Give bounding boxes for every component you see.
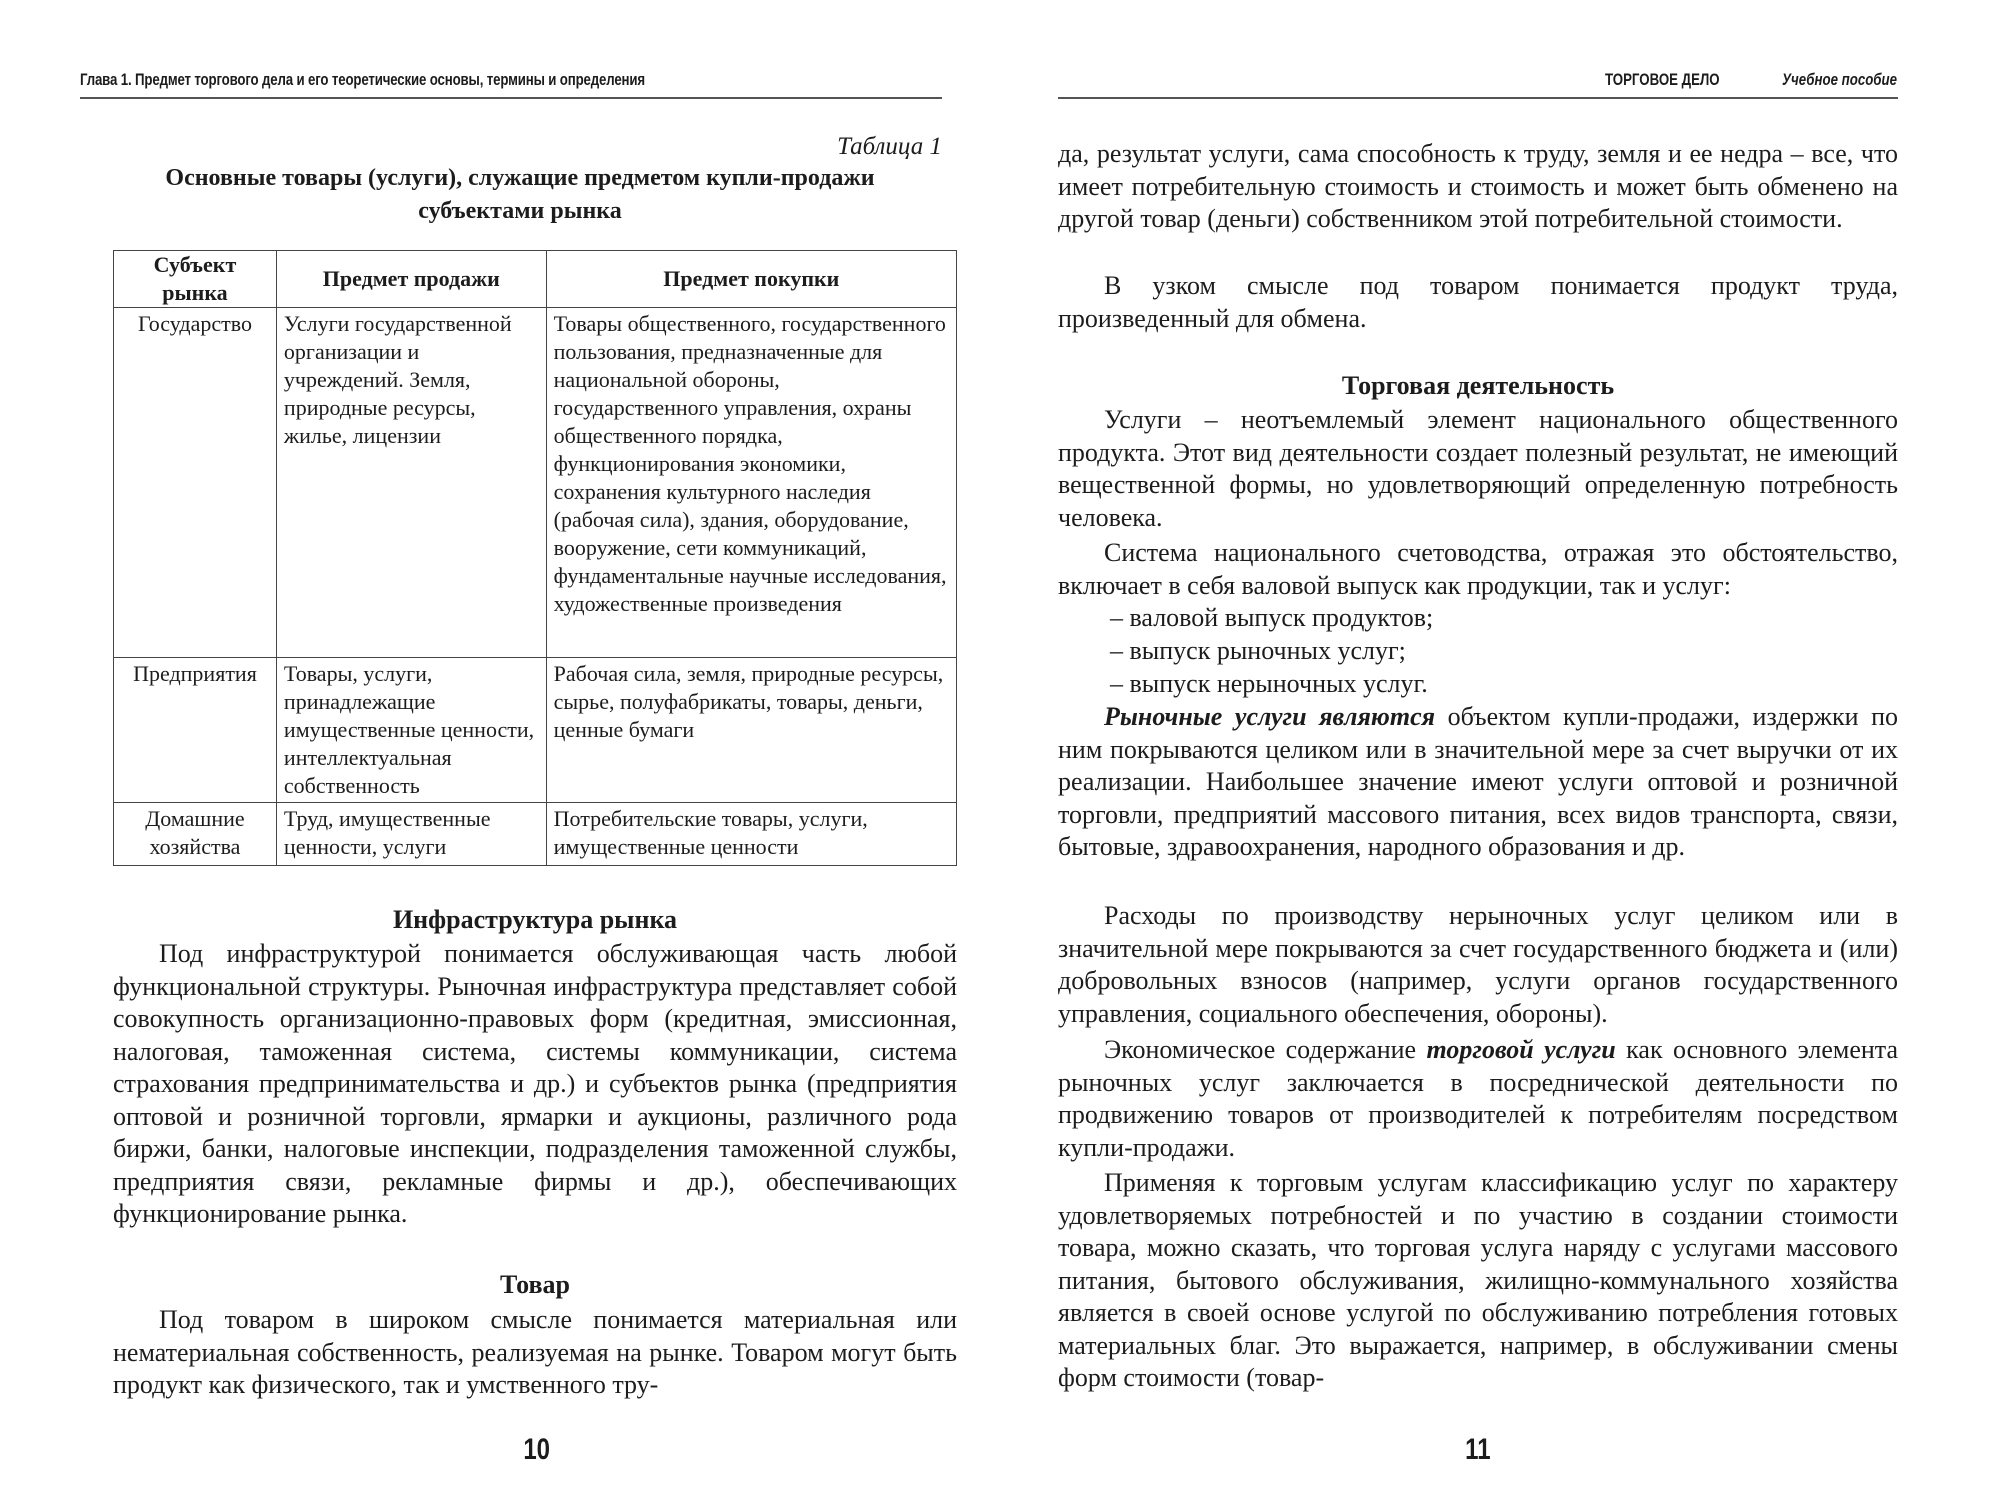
table-title-line: Основные товары (услуги), служащие предметом купли-продажи xyxy=(165,165,875,191)
paragraph-continuation: да, результат услуги, сама способность к труду, земля и ее недра – все, что имеет потребительную стоимость и стоимость и может быть обменено на другой товар (деньги) собственником этой потребительной стоимости. xyxy=(1058,139,1898,233)
table-cell: Потребительские товары, услуги, имущественные ценности xyxy=(546,803,956,866)
paragraph-infrastructure xyxy=(113,938,957,1231)
table-title xyxy=(120,162,920,228)
table-row xyxy=(114,658,957,803)
paragraph-text: объектом купли-продажи, издержки по ним покрываются целиком или в значительной мере за счет выручки от их реализации. Наибольшее значение имеют услуги оптовой и розничной торговли, предприятий массового питания, всех видов транспорта, связи, бытовые, здравоохранения, народного образования и др. xyxy=(1058,702,1898,861)
table-label: Таблица 1 xyxy=(837,133,942,160)
paragraph-text: Под товаром в широком смысле понимается материальная или нематериальная собственность, реализуемая на рынке. Товаром могут быть продукт как физического, так и умственного тру- xyxy=(113,1305,957,1399)
paragraph-goods xyxy=(113,1304,957,1402)
right-page xyxy=(1000,0,2000,1508)
paragraph-text: В узком смысле под товаром понимается продукт труда, произведенный для обмена. xyxy=(1058,271,1898,333)
emphasis-term: Рыночные услуги являются xyxy=(1104,702,1436,731)
paragraph-classification xyxy=(1058,1167,1898,1395)
paragraph-text: Под инфраструктурой понимается обслуживающая часть любой функциональной структуры. Рыночная инфраструктура представляет собой совокупность организационно-правовых форм (кредитная, эмиссионная, налоговая, таможенная система, системы коммуникации, система страхования предпринимательства и др.) и субъектов рынка (предприятия оптовой и розничной торговли, ярмарки и аукционы, различного рода биржи, банки, налоговые инспекции, подразделения таможенной службы, предприятия связи, рекламные фирмы и др.), обеспечивающих функционирование рынка. xyxy=(113,939,957,1228)
table-cell: Предприятия xyxy=(114,658,277,803)
page-number: 10 xyxy=(523,1433,551,1466)
table-cell: Труд, имущественные ценности, услуги xyxy=(276,803,546,866)
paragraph-text: Система национального счетоводства, отражая это обстоятельство, включает в себя валовой выпуск как продукции, так и услуг: xyxy=(1058,538,1898,600)
table-header-row xyxy=(114,251,957,308)
paragraph-nonmarket-services xyxy=(1058,900,1898,1030)
list-item: – валовой выпуск продуктов; xyxy=(1110,603,1434,632)
section-heading-goods: Товар xyxy=(499,1270,571,1299)
section-heading-infrastructure: Инфраструктура рынка xyxy=(392,905,678,934)
header-rule xyxy=(1058,97,1898,99)
running-head-subtitle: Учебное пособие xyxy=(1782,70,1897,89)
list-item: – выпуск рыночных услуг; xyxy=(1110,636,1406,665)
table-row xyxy=(114,308,957,658)
table-cell: Товары, услуги, принадлежащие имущественные ценности, интеллектуальная собственность xyxy=(276,658,546,803)
table-cell: Государство xyxy=(114,308,277,658)
table-cell: Услуги государственной организации и учреждений. Земля, природные ресурсы, жилье, лицензии xyxy=(276,308,546,658)
paragraph-accounting-system xyxy=(1058,537,1898,602)
running-head-chapter: Глава 1. Предмет торгового дела и его теоретические основы, термины и определения xyxy=(80,70,645,89)
page-number: 11 xyxy=(1465,1433,1491,1466)
paragraph-text: как основного элемента рыночных услуг заключается в посреднической деятельности по продвижению товаров от производителей к потребителям посредством купли-продажи. xyxy=(1058,1035,1899,1162)
paragraph-text: Расходы по производству нерыночных услуг целиком или в значительной мере покрываются за счет государственного бюджета и (или) добровольных взносов (например, услуги органов государственного управления, социального обеспечения, обороны). xyxy=(1058,901,1898,1028)
paragraph-economic-content xyxy=(1058,1034,1898,1164)
paragraph-services xyxy=(1058,404,1898,534)
paragraph-text: Применяя к торговым услугам классификацию услуг по характеру удовлетворяемых потребностей и по участию в создании стоимости товара, можно сказать, что торговая услуга наряду с услугами массового питания, бытового обслуживания, жилищно-коммунального хозяйства является в своей основе услугой по обслуживанию потребления готовых материальных благ. Это выражается, например, в обслуживании смены форм стоимости (товар- xyxy=(1058,1168,1898,1392)
goods-table xyxy=(113,250,957,866)
running-head-title: ТОРГОВОЕ ДЕЛО xyxy=(1605,70,1720,89)
list-item: – выпуск нерыночных услуг. xyxy=(1110,669,1428,698)
column-header: Предмет покупки xyxy=(546,251,956,308)
paragraph-text: Услуги – неотъемлемый элемент национального общественного продукта. Этот вид деятельности создает полезный результат, не имеющий вещественной формы, но удовлетворяющий определенную потребность человека. xyxy=(1058,405,1898,532)
header-rule xyxy=(80,97,942,99)
table-cell: Рабочая сила, земля, природные ресурсы, сырье, полуфабрикаты, товары, деньги, ценные бумаги xyxy=(546,658,956,803)
column-header: Предмет продажи xyxy=(276,251,546,308)
table-cell: Товары общественного, государственного пользования, предназначенные для национальной обороны, государственного управления, охраны общественного порядка, функционирования экономики, сохранения культурного наследия (рабочая сила), здания, оборудование, вооружение, сети коммуникаций, фундаментальные научные исследования, художественные произведения xyxy=(546,308,956,658)
section-heading-trade: Торговая деятельность xyxy=(1341,371,1615,400)
emphasis-term: торговой услуги xyxy=(1426,1035,1616,1064)
table-title-line: субъектами рынка xyxy=(418,198,622,224)
column-header: Субъект рынка xyxy=(114,251,277,308)
table-row xyxy=(114,803,957,866)
paragraph-narrow-sense xyxy=(1058,270,1898,335)
paragraph-market-services xyxy=(1058,701,1898,864)
paragraph-text: Экономическое содержание xyxy=(1104,1035,1427,1064)
table-cell: Домашние хозяйства xyxy=(114,803,277,866)
